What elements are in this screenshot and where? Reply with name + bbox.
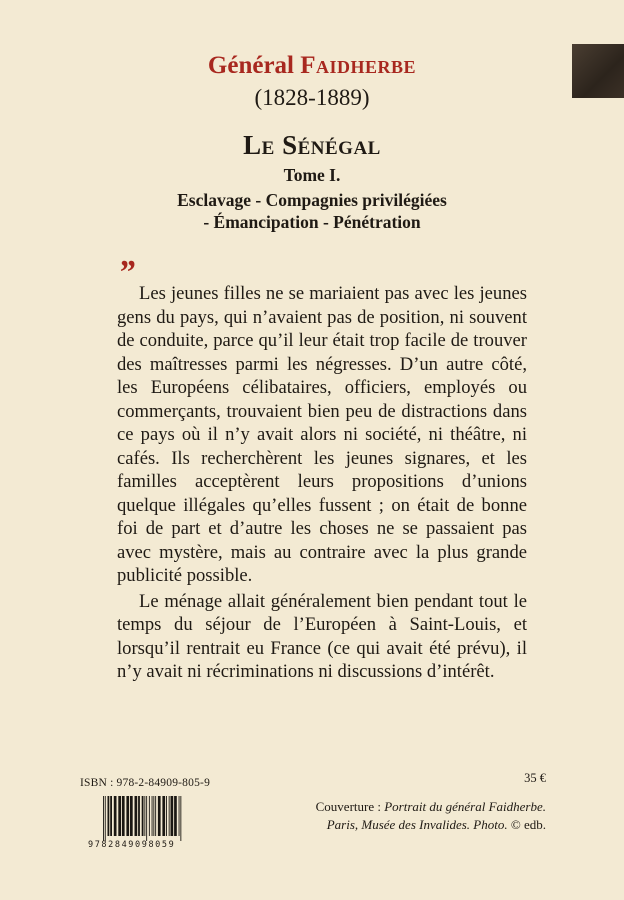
- subtitle-line-1: Esclavage - Compagnies privilégiées: [177, 190, 447, 210]
- barcode-bar: [114, 796, 117, 836]
- barcode-bar: [152, 796, 153, 836]
- author-last-name: Faidherbe: [300, 52, 417, 79]
- excerpt-paragraph-2: Le ménage allait généralement bien pendant tout le temps du séjour de l’Européen à Saint-Louis, et lorsqu’il rentrait eu France (ce qui avait été prévu), il n’y avait ni récriminations ni discussions d’intérêt.: [117, 590, 527, 682]
- subtitle-line-2: - Émancipation - Pénétration: [203, 212, 421, 232]
- cover-label: Couverture :: [315, 799, 381, 814]
- barcode-bar: [122, 796, 125, 836]
- barcode-bar: [105, 796, 106, 841]
- author-name: [0, 52, 624, 80]
- isbn-label: ISBN : 978-2-84909-805-9: [80, 777, 211, 789]
- barcode-bar: [108, 796, 110, 836]
- barcode-bar: [146, 796, 147, 841]
- barcode-bar: [158, 796, 161, 836]
- price-label: 35 €: [524, 771, 546, 785]
- barcode-bar: [138, 796, 140, 836]
- book-title: Le Sénégal: [243, 130, 381, 160]
- barcode-bar: [135, 796, 138, 836]
- barcode-bar: [179, 796, 180, 836]
- author-first-name: Général: [207, 52, 295, 79]
- author-years: (1828-1889): [254, 85, 370, 110]
- barcode-bar: [103, 796, 104, 841]
- cover-credit-line-1: [246, 798, 546, 816]
- book-tome: Tome I.: [283, 165, 341, 185]
- barcode-bar: [174, 796, 177, 836]
- barcode-bar: [144, 796, 145, 836]
- barcode-bar: [180, 796, 181, 841]
- barcode-bar: [118, 796, 121, 836]
- barcode-bar: [166, 796, 167, 836]
- cover-portrait-text: Portrait du général Faidherbe.: [384, 799, 546, 814]
- barcode-bar: [149, 796, 150, 836]
- cover-credit-line-2: [246, 816, 546, 834]
- barcode-bar: [126, 796, 129, 836]
- barcode-bar: [162, 796, 165, 836]
- barcode-bar: [153, 796, 154, 836]
- back-cover-excerpt: [117, 282, 527, 684]
- excerpt-paragraph-1: Les jeunes filles ne se mariaient pas avec les jeunes gens du pays, qui n’avaient pas de position, ni souvent de conduite, parce qu’il leur était trop facile de trouver des maîtresses parmi les négresses. D’un autre côté, les Européens célibataires, officiers, employés ou commerçants, trouvaient bien peu de distractions dans ce pays où il n’y avait alors ni société, ni théâtre, ni cafés. Ils recherchèrent les jeunes signares, et les familles acceptèrent leurs propositions d’unions quelque illégales qu’elles fussent ; on était de bonne foi de part et d’autre les choses ne se passaient pas avec mystère, mais au contraire avec la plus grande publicité possible.: [117, 283, 527, 586]
- barcode-bar: [130, 796, 133, 836]
- barcode-icon: [101, 796, 214, 841]
- cover-copyright-text: © edb.: [510, 817, 546, 832]
- quote-mark-icon: ”: [118, 254, 135, 291]
- barcode-bar: [169, 796, 170, 836]
- book-subtitle: [0, 189, 624, 233]
- barcode-digits: 9782849098059: [88, 840, 176, 850]
- barcode-bar: [155, 796, 156, 836]
- barcode-bar: [171, 796, 174, 836]
- cover-credit: [246, 798, 546, 834]
- barcode-bar: [142, 796, 144, 836]
- barcode-bar: [110, 796, 112, 836]
- cover-location-text: Paris, Musée des Invalides. Photo.: [326, 817, 508, 832]
